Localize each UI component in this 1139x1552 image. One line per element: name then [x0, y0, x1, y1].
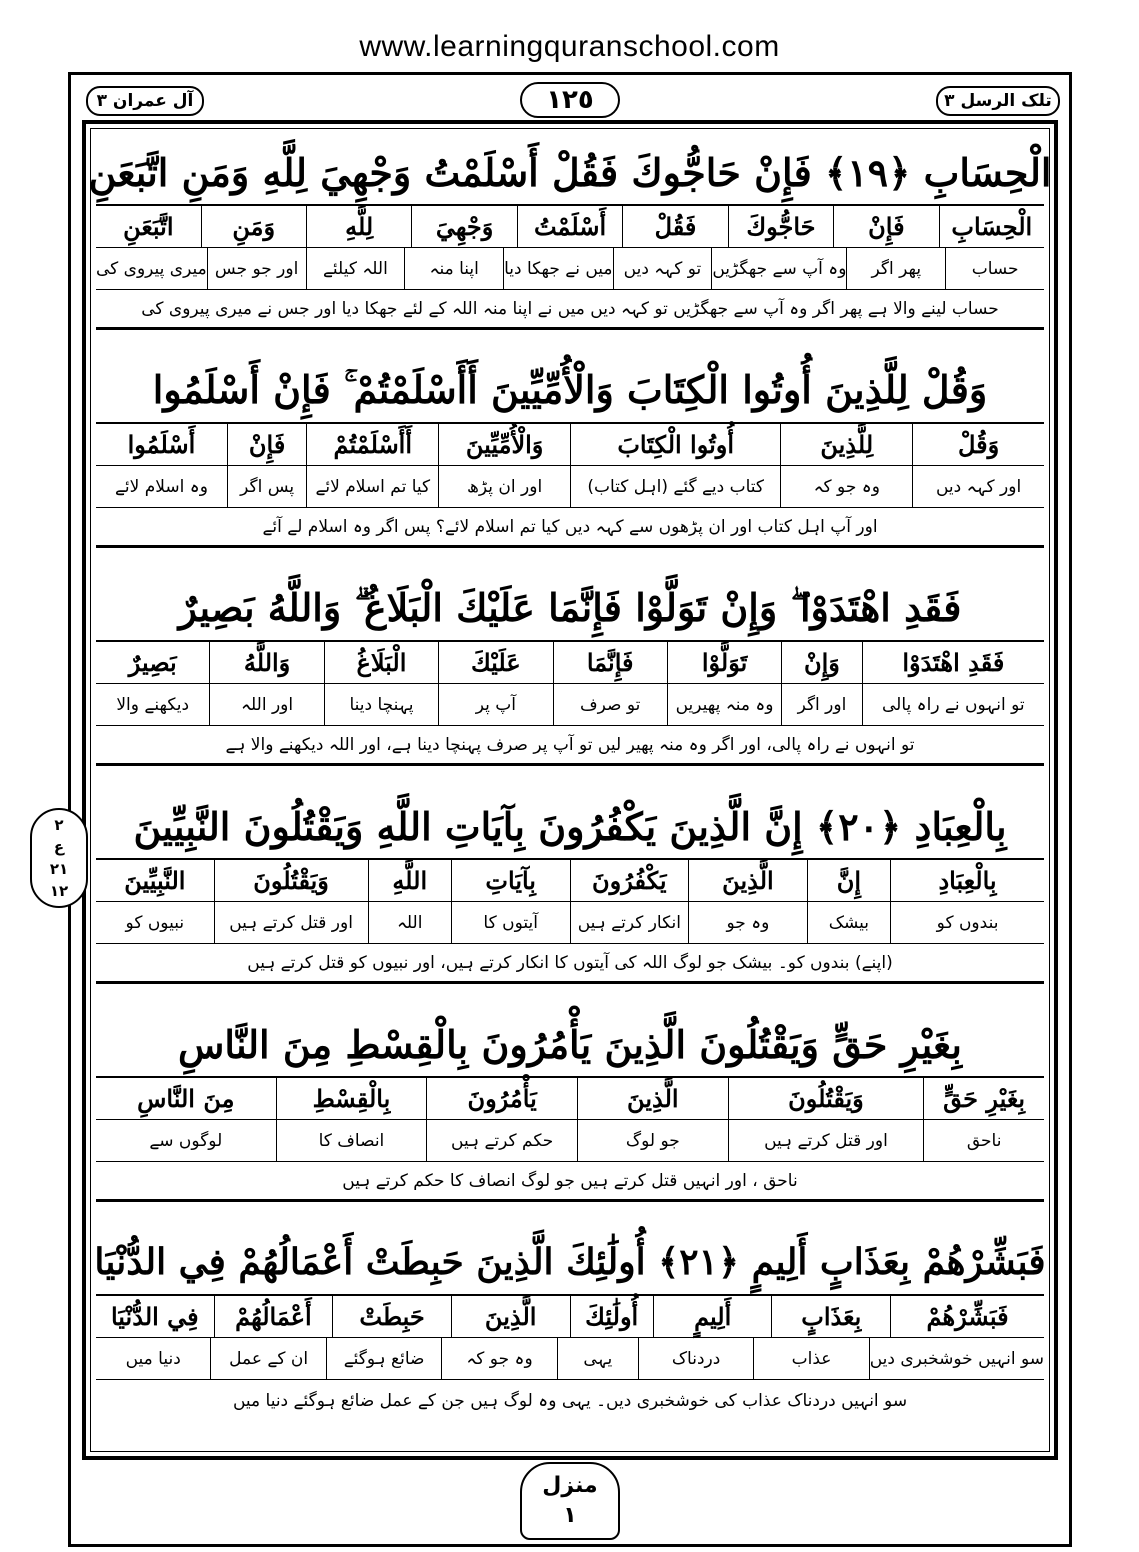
urdu-word: آیتوں کا: [451, 902, 570, 943]
urdu-word: اور اگر: [781, 684, 861, 725]
translation-line: سو انہیں دردناک عذاب کی خوشخبری دیں۔ یہی وہ لوگ ہیں جن کے عمل ضائع ہوگئے دنیا میں: [232, 1390, 908, 1411]
manzil-label: منزل: [542, 1473, 598, 1498]
urdu-word: دردناک: [638, 1338, 753, 1379]
arabic-word: فَإِنْ: [227, 424, 307, 465]
urdu-word: وہ جو کہ: [780, 466, 912, 507]
verse-line: فَبَشِّرْهُمْ بِعَذَابٍ أَلِيمٍ ﴿٢١﴾ أُولَٰئِكَ الَّذِينَ حَبِطَتْ أَعْمَالُهُمْ فِي الدُّنْيَا: [96, 1230, 1044, 1296]
verse-section: [96, 1012, 1044, 1202]
urdu-word-row: [96, 248, 1044, 290]
arabic-word: فَإِنَّمَا: [553, 642, 667, 683]
ruku-marker: [30, 808, 88, 908]
urdu-word: اور جو جس: [207, 248, 306, 289]
arabic-word: حَاجُّوكَ: [728, 206, 833, 247]
arabic-word: عَلَيْكَ: [438, 642, 552, 683]
urdu-word: جو لوگ: [577, 1120, 728, 1161]
urdu-word: انکار کرتے ہیں: [570, 902, 689, 943]
arabic-word: تَوَلَّوْا: [667, 642, 781, 683]
urdu-word-row: [96, 1338, 1044, 1380]
urdu-word-row: [96, 684, 1044, 726]
arabic-word: وَجْهِيَ: [411, 206, 516, 247]
arabic-word: الَّذِينَ: [688, 860, 807, 901]
manzil-marker: [520, 1462, 620, 1540]
urdu-word: نبیوں کو: [125, 912, 185, 933]
manzil-number: ١: [563, 1503, 577, 1528]
urdu-word: وہ جو: [688, 902, 807, 943]
verse-section: [96, 1230, 1044, 1420]
arabic-word: بِالْقِسْطِ: [276, 1078, 427, 1119]
arabic-word: أَسْلَمُوا: [127, 430, 196, 459]
urdu-word-row: [96, 1120, 1044, 1162]
verse-line: وَقُلْ لِلَّذِينَ أُوتُوا الْكِتَابَ وَالْأُمِّيِّينَ أَأَسْلَمْتُمْ ۚ فَإِنْ أَسْلَمُوا: [96, 358, 1044, 424]
urdu-word: تو صرف: [553, 684, 667, 725]
arabic-word: وَقُلْ: [912, 424, 1044, 465]
site-url[interactable]: www.learningquranschool.com: [359, 30, 780, 63]
urdu-word: اللہ کیلئے: [306, 248, 405, 289]
arabic-word: فَقَدِ اهْتَدَوْا: [862, 642, 1044, 683]
urdu-word: اور ان پڑھ: [438, 466, 570, 507]
arabic-word: إِنَّ: [807, 860, 890, 901]
urdu-word: لوگوں سے: [149, 1131, 223, 1151]
urdu-word: بندوں کو: [890, 902, 1044, 943]
arabic-word: وَالْأُمِّيِّينَ: [438, 424, 570, 465]
urdu-word: ناحق: [923, 1120, 1044, 1161]
ruku-marker-number: ٢١: [49, 860, 69, 878]
arabic-word: أَلِيمٍ: [653, 1296, 772, 1337]
verse-line: بِغَيْرِ حَقٍّ وَيَقْتُلُونَ الَّذِينَ يَأْمُرُونَ بِالْقِسْطِ مِنَ النَّاسِ: [96, 1012, 1044, 1078]
arabic-word: حَبِطَتْ: [332, 1296, 451, 1337]
urdu-word: دنیا میں: [125, 1348, 181, 1369]
translation-line: حساب لینے والا ہے پھر اگر وہ آپ سے جھگڑیں تو کہہ دیں میں نے اپنا منہ اللہ کے لئے جھکا دیا اور جس نے میری پیروی کی: [96, 290, 1044, 330]
arabic-word: بَصِيرٌ: [128, 648, 177, 677]
urdu-word: اور قتل کرتے ہیں: [214, 902, 368, 943]
arabic-word-row: [96, 206, 1044, 248]
surah-label: آل عمران ٣: [86, 86, 204, 116]
arabic-word: فَقُلْ: [622, 206, 727, 247]
urdu-word: میری پیروی کی: [95, 258, 207, 279]
verse-line: فَقَدِ اهْتَدَوْا ۖ وَإِنْ تَوَلَّوْا فَإِنَّمَا عَلَيْكَ الْبَلَاغُ ۗ وَاللَّهُ بَصِيرٌ: [96, 576, 1044, 642]
arabic-word: وَمَنِ: [201, 206, 306, 247]
arabic-word: أُوتُوا الْكِتَابَ: [570, 424, 780, 465]
ruku-marker-top: ٢: [54, 816, 64, 834]
urdu-word: تو انہوں نے راہ پالی: [862, 684, 1044, 725]
arabic-word: الَّذِينَ: [577, 1078, 728, 1119]
arabic-word: بِآيَاتِ: [451, 860, 570, 901]
arabic-word: وَاللَّهُ: [209, 642, 323, 683]
urdu-word: حکم کرتے ہیں: [426, 1120, 577, 1161]
arabic-word: الَّذِينَ: [451, 1296, 570, 1337]
arabic-word-row: [96, 424, 1044, 466]
urdu-word: آپ پر: [438, 684, 552, 725]
verse-section: [96, 794, 1044, 984]
urdu-word: وہ جو کہ: [441, 1338, 556, 1379]
arabic-word: يَكْفُرُونَ: [570, 860, 689, 901]
verse-line: الْحِسَابِ ﴿١٩﴾ فَإِنْ حَاجُّوكَ فَقُلْ أَسْلَمْتُ وَجْهِيَ لِلَّهِ وَمَنِ اتَّبَعَنِ: [96, 140, 1044, 206]
arabic-word: أَسْلَمْتُ: [517, 206, 622, 247]
urdu-word: کیا تم اسلام لائے: [306, 466, 438, 507]
arabic-word: فِي الدُّنْيَا: [110, 1302, 199, 1331]
urdu-word: پھر اگر: [846, 248, 945, 289]
arabic-word: الْحِسَابِ: [939, 206, 1044, 247]
translation-line: تو انہوں نے راہ پالی، اور اگر وہ منہ پھیر لیں تو آپ پر صرف پہنچا دینا ہے، اور اللہ دیکھنے والا ہے: [96, 726, 1044, 766]
arabic-word: مِنَ النَّاسِ: [137, 1084, 235, 1113]
urdu-word: اور اللہ: [209, 684, 323, 725]
verse-line: بِالْعِبَادِ ﴿٢٠﴾ إِنَّ الَّذِينَ يَكْفُرُونَ بِآيَاتِ اللَّهِ وَيَقْتُلُونَ النَّبِيِّينَ: [96, 794, 1044, 860]
verse-section: [96, 358, 1044, 548]
urdu-word: اللہ: [368, 902, 451, 943]
urdu-word: کتاب دیے گئے (اہل کتاب): [570, 466, 780, 507]
translation-line: اور آپ اہل کتاب اور ان پڑھوں سے کہہ دیں کیا تم اسلام لائے؟ پس اگر وہ اسلام لے آئے: [96, 508, 1044, 548]
urdu-word: دیکھنے والا: [116, 695, 190, 715]
juz-label: تلک الرسل ٣: [936, 86, 1060, 116]
urdu-word: وہ آپ سے جھگڑیں: [711, 248, 846, 289]
arabic-word-row: [96, 1078, 1044, 1120]
urdu-word: ضائع ہوگئے: [326, 1338, 441, 1379]
arabic-word: أُولَٰئِكَ: [570, 1296, 653, 1337]
arabic-word: يَأْمُرُونَ: [426, 1078, 577, 1119]
urdu-word: بیشک: [807, 902, 890, 943]
arabic-word-row: [96, 1296, 1044, 1338]
arabic-word: لِلَّذِينَ: [780, 424, 912, 465]
arabic-word: وَيَقْتُلُونَ: [728, 1078, 924, 1119]
urdu-word: حساب: [945, 248, 1044, 289]
arabic-word: اللَّهِ: [368, 860, 451, 901]
arabic-word: أَعْمَالُهُمْ: [214, 1296, 333, 1337]
arabic-word: لِلَّهِ: [306, 206, 411, 247]
urdu-word: انصاف کا: [276, 1120, 427, 1161]
urdu-word: وہ منہ پھیریں: [667, 684, 781, 725]
urdu-word-row: [96, 902, 1044, 944]
arabic-word: فَإِنْ: [833, 206, 938, 247]
arabic-word: أَأَسْلَمْتُمْ: [306, 424, 438, 465]
urdu-word: عذاب: [753, 1338, 868, 1379]
urdu-word: ان کے عمل: [210, 1338, 325, 1379]
urdu-word-row: [96, 466, 1044, 508]
urdu-word: میں نے جھکا دیا: [503, 248, 612, 289]
arabic-word: بِغَيْرِ حَقٍّ: [923, 1078, 1044, 1119]
arabic-word: اتَّبَعَنِ: [123, 212, 174, 241]
urdu-word: پس اگر: [227, 466, 307, 507]
urdu-word: یہی: [557, 1338, 638, 1379]
ruku-marker-bottom: ١٢: [49, 882, 69, 900]
urdu-word: اپنا منہ: [404, 248, 503, 289]
arabic-word: بِعَذَابٍ: [771, 1296, 890, 1337]
arabic-word: وَيَقْتُلُونَ: [214, 860, 368, 901]
ruku-marker-ain: ع: [53, 838, 65, 856]
arabic-word: النَّبِيِّينَ: [124, 866, 186, 895]
arabic-word: وَإِنْ: [781, 642, 861, 683]
urdu-word: اور قتل کرتے ہیں: [728, 1120, 924, 1161]
arabic-word: بِالْعِبَادِ: [890, 860, 1044, 901]
translation-line: (اپنے) بندوں کو۔ بیشک جو لوگ اللہ کی آیتوں کا انکار کرتے ہیں، اور نبیوں کو قتل کرتے ہیں: [96, 944, 1044, 984]
arabic-word: الْبَلَاغُ: [324, 642, 438, 683]
verse-section: [96, 576, 1044, 766]
urdu-word: پہنچا دینا: [324, 684, 438, 725]
urdu-word: سو انہیں خوشخبری دیں: [869, 1338, 1044, 1379]
arabic-word: فَبَشِّرْهُمْ: [890, 1296, 1044, 1337]
urdu-word: اور کہہ دیں: [912, 466, 1044, 507]
arabic-word-row: [96, 860, 1044, 902]
urdu-word: تو کہہ دیں: [613, 248, 712, 289]
arabic-word-row: [96, 642, 1044, 684]
page-number: ١٢٥: [520, 82, 620, 118]
urdu-word: وہ اسلام لائے: [114, 477, 208, 497]
verse-section: [88, 140, 1052, 330]
translation-line: ناحق ، اور انہیں قتل کرتے ہیں جو لوگ انصاف کا حکم کرتے ہیں: [96, 1162, 1044, 1202]
